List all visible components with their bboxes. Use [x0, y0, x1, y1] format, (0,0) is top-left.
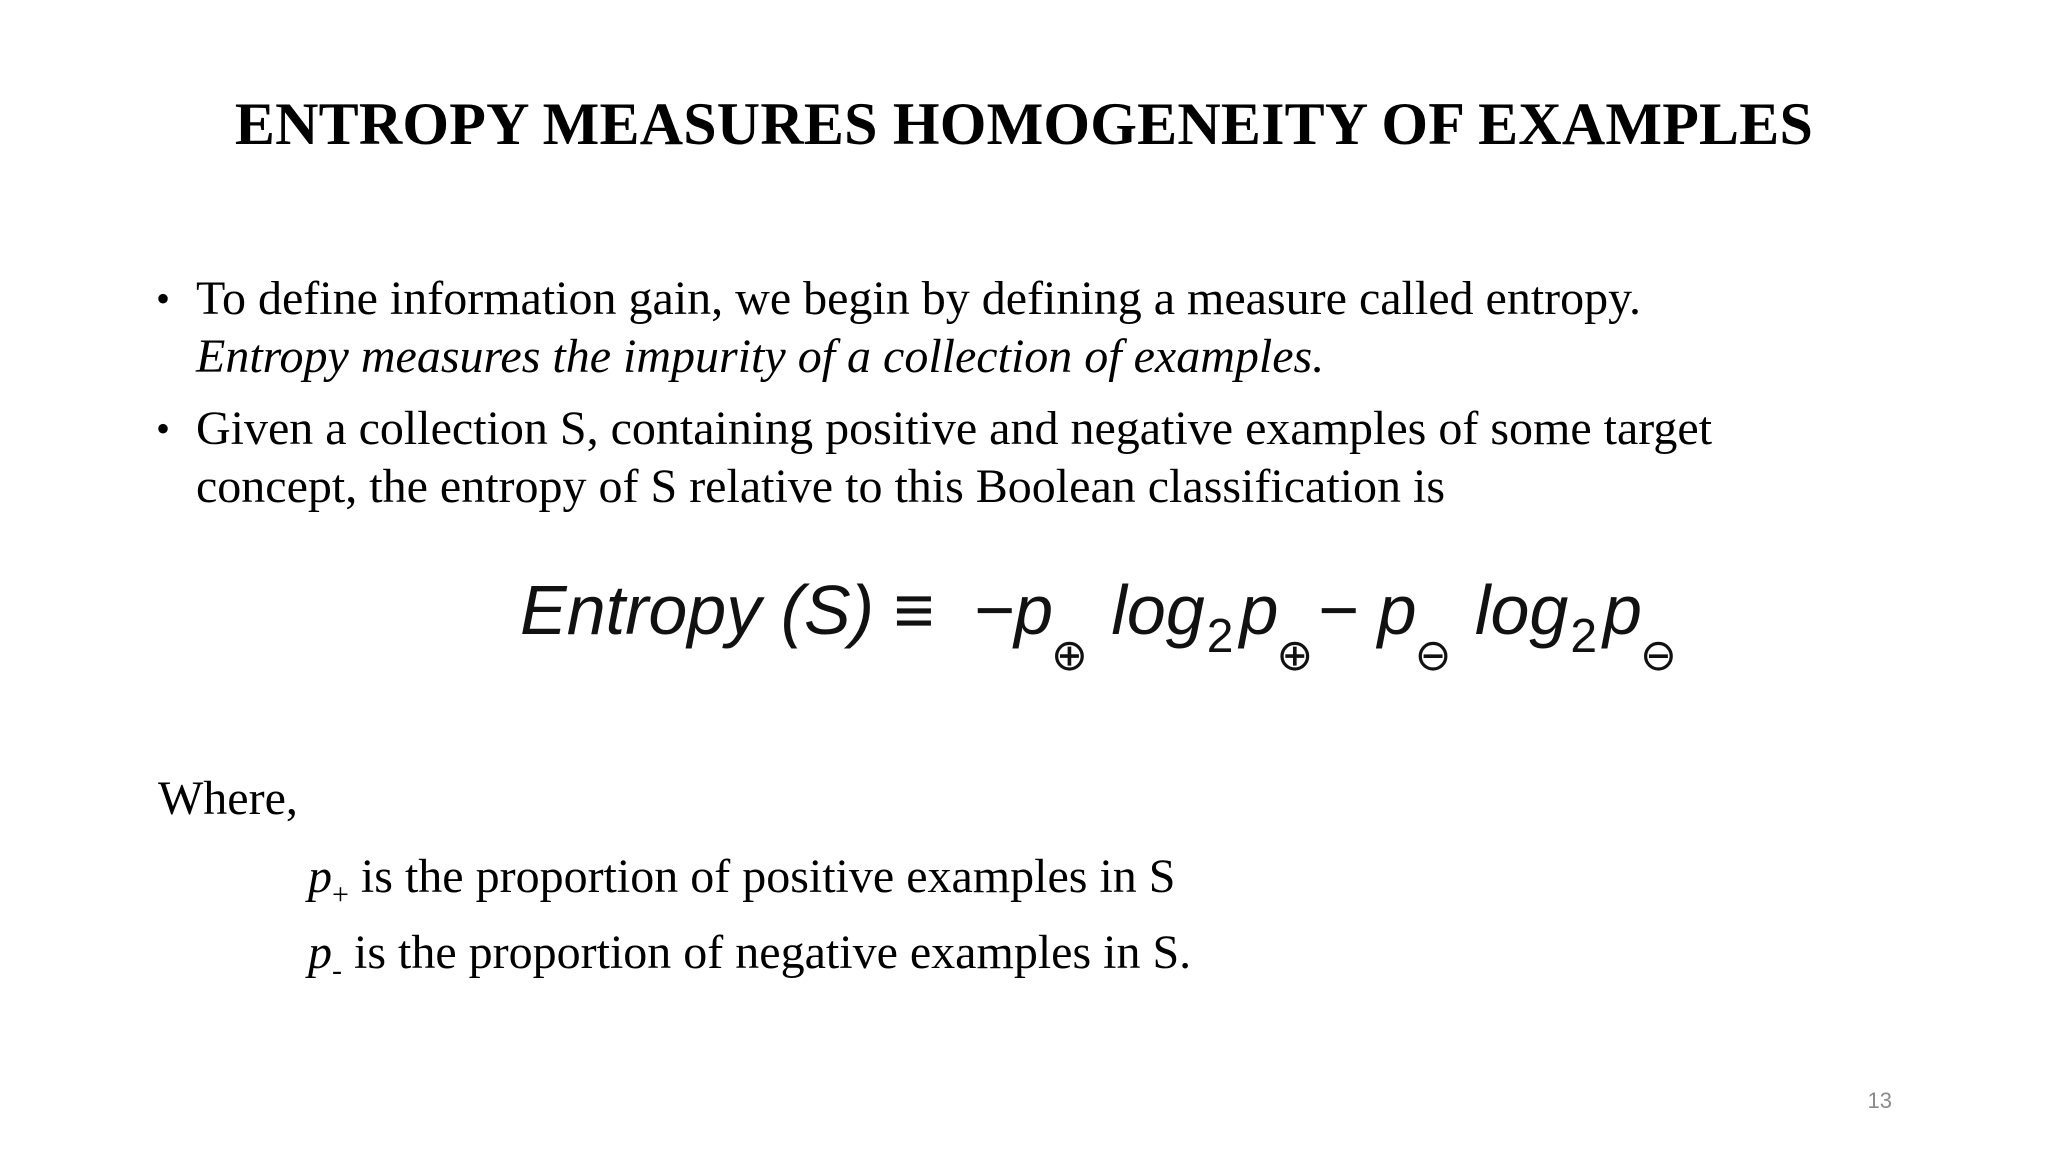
- bullet-text: Given a collection S, containing positive and negative examples of some target concept, the entropy of S relative to this Boolean classification is: [196, 402, 1713, 513]
- bullet-text: To define information gain, we begin by defining a measure called entropy.: [196, 272, 1642, 325]
- where-label: Where,: [158, 772, 298, 825]
- log-base: 2: [1206, 610, 1234, 663]
- slide-title: ENTROPY MEASURES HOMOGENEITY OF EXAMPLES: [234, 91, 1814, 157]
- entropy-formula: [520, 565, 1681, 680]
- formula-term: − p: [1317, 571, 1417, 649]
- circled-minus-icon: ⊖: [1639, 631, 1677, 680]
- definition-line: [308, 848, 1176, 912]
- log-base: 2: [1570, 610, 1598, 663]
- equivalence-symbol: ≡: [893, 571, 935, 649]
- formula-log: log: [1474, 571, 1569, 649]
- definition-line: [308, 924, 1191, 988]
- bullet-dot-icon: •: [156, 406, 171, 451]
- formula-term: p: [1603, 571, 1642, 649]
- bullet-item: [156, 270, 1876, 386]
- circled-plus-icon: ⊕: [1051, 631, 1088, 680]
- definition-text: is the proportion of positive examples in S: [360, 850, 1176, 903]
- definition-text: is the proportion of negative examples in S.: [354, 926, 1192, 979]
- definition-subscript: -: [332, 954, 342, 987]
- circled-minus-icon: ⊖: [1414, 631, 1452, 680]
- bullet-dot-icon: •: [156, 276, 171, 321]
- formula-lhs: Entropy (S): [520, 571, 874, 649]
- bullet-italic-text: Entropy measures the impurity of a collection of examples.: [196, 330, 1325, 383]
- page-number: 13: [1867, 1088, 1892, 1113]
- definition-variable: p: [308, 926, 332, 979]
- circled-plus-icon: ⊕: [1276, 631, 1314, 680]
- formula-term: −p: [973, 571, 1054, 649]
- bullet-item: [156, 400, 1876, 516]
- formula-log: log: [1111, 571, 1205, 649]
- definition-subscript: +: [332, 878, 349, 911]
- formula-term: p: [1239, 571, 1279, 649]
- definition-variable: p: [308, 850, 332, 903]
- bullet-list: [156, 270, 1876, 530]
